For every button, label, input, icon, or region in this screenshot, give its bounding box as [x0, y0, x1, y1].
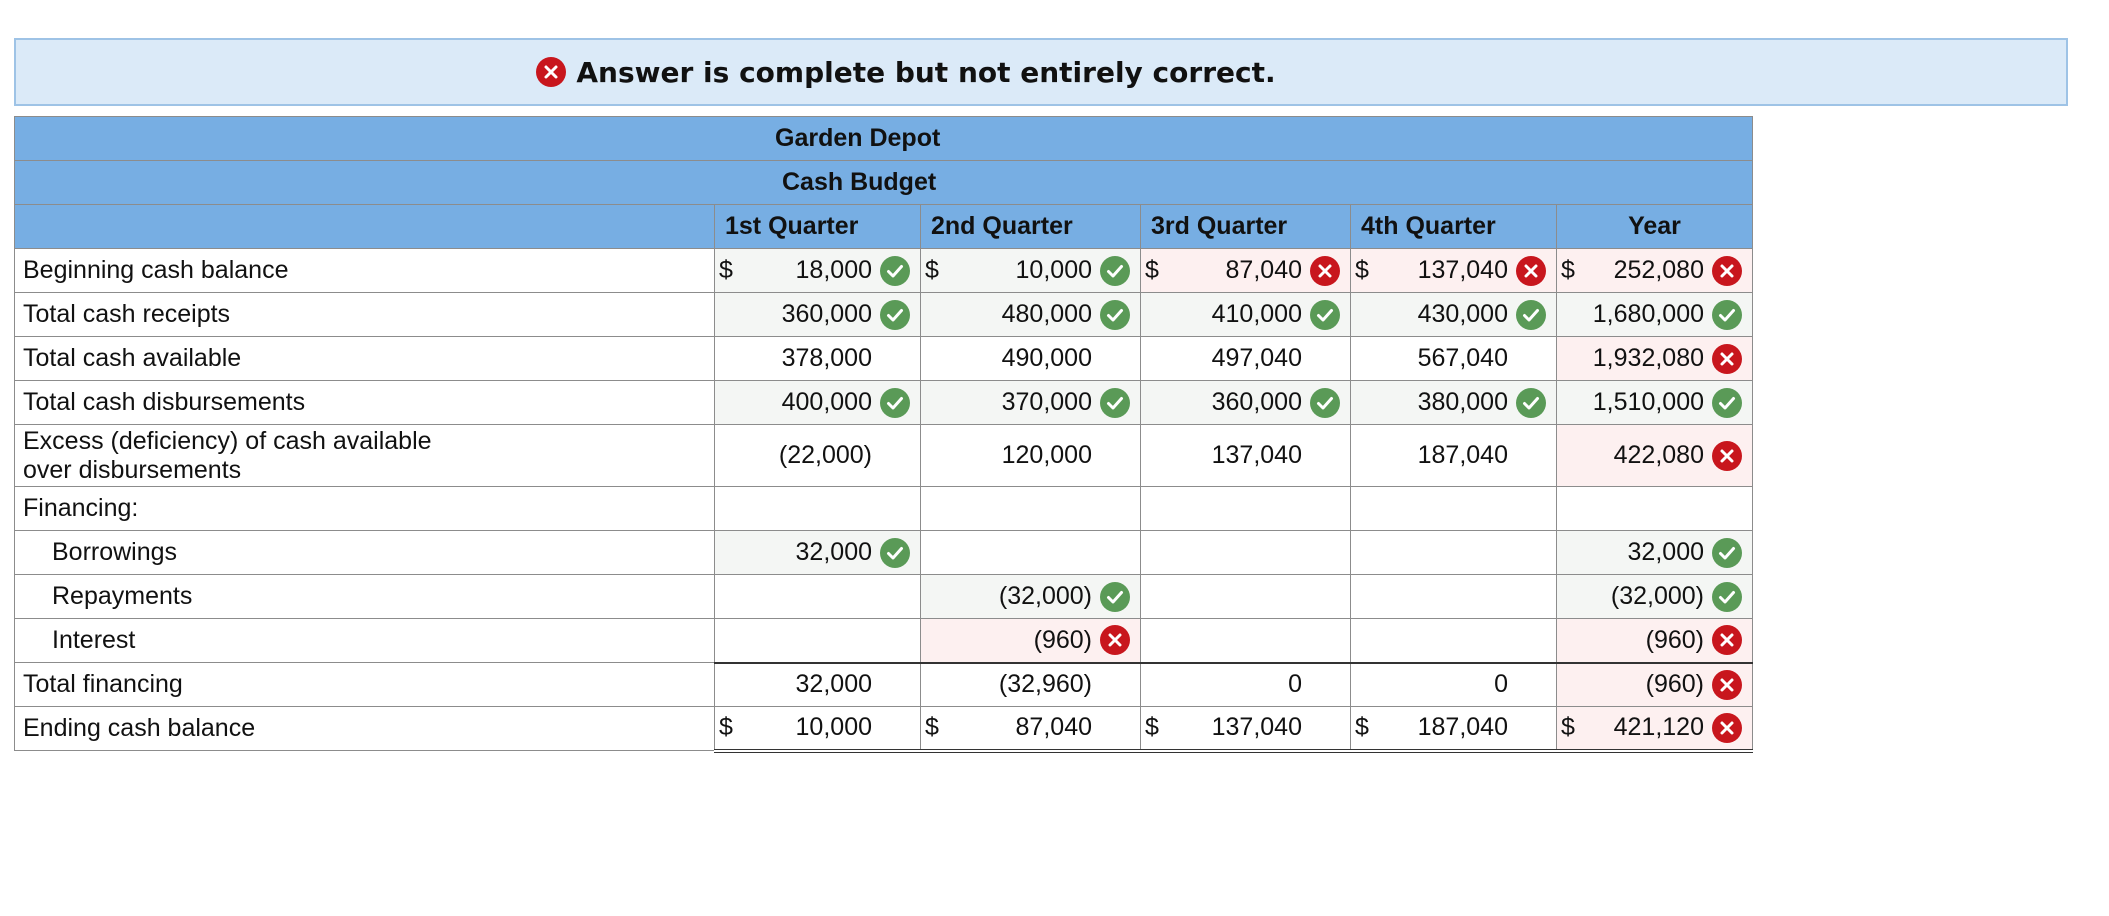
- cell-value: (32,000): [998, 582, 1092, 610]
- input-cell-q3[interactable]: [1141, 575, 1351, 619]
- correct-check-icon: [880, 538, 910, 568]
- dollar-sign: $: [1355, 256, 1369, 284]
- dollar-sign: $: [1355, 713, 1369, 742]
- correct-check-icon: [1712, 388, 1742, 418]
- input-cell-year[interactable]: [1557, 337, 1753, 381]
- cell-value: 187,040: [1417, 441, 1508, 469]
- mark-slot: [1100, 625, 1140, 655]
- dollar-sign: $: [719, 713, 733, 742]
- cell-value: 430,000: [1417, 300, 1508, 328]
- cell-value: 10,000: [795, 713, 872, 742]
- input-cell-year[interactable]: [1557, 425, 1753, 487]
- mark-slot: [1516, 256, 1556, 286]
- cell-value: 567,040: [1417, 344, 1508, 372]
- input-cell-q1[interactable]: [715, 487, 921, 531]
- input-cell-q3[interactable]: [1141, 663, 1351, 707]
- input-cell-year[interactable]: [1557, 663, 1753, 707]
- input-cell-year[interactable]: [1557, 487, 1753, 531]
- input-cell-q4[interactable]: [1351, 487, 1557, 531]
- cash-budget-table: [14, 116, 1753, 753]
- table-row: [15, 707, 1753, 751]
- column-header-q1: 1st Quarter: [715, 205, 921, 249]
- input-cell-q1[interactable]: [715, 249, 921, 293]
- cell-value: (960): [1645, 625, 1704, 654]
- mark-slot: [1310, 256, 1350, 286]
- input-cell-q4[interactable]: [1351, 619, 1557, 663]
- cell-value: (32,000): [1610, 582, 1704, 610]
- cell-value: 360,000: [781, 300, 872, 328]
- column-header-q4: 4th Quarter: [1351, 205, 1557, 249]
- dollar-sign: $: [1145, 713, 1159, 742]
- input-cell-q1[interactable]: [715, 337, 921, 381]
- input-cell-q3[interactable]: [1141, 531, 1351, 575]
- cell-value: 120,000: [1001, 441, 1092, 469]
- input-cell-q3[interactable]: [1141, 487, 1351, 531]
- input-cell-q1[interactable]: [715, 293, 921, 337]
- correct-check-icon: [880, 388, 910, 418]
- row-label: Beginning cash balance: [15, 249, 715, 293]
- cell-value: 187,040: [1417, 713, 1508, 742]
- incorrect-x-icon: [1712, 625, 1742, 655]
- cell-value: 0: [1494, 670, 1508, 699]
- input-cell-q4[interactable]: [1351, 425, 1557, 487]
- correct-check-icon: [880, 300, 910, 330]
- input-cell-q3[interactable]: [1141, 707, 1351, 751]
- correct-check-icon: [1100, 300, 1130, 330]
- row-label: Total cash receipts: [15, 293, 715, 337]
- cell-value: 87,040: [1225, 256, 1302, 284]
- cell-value: 421,120: [1613, 713, 1704, 742]
- correct-check-icon: [1310, 300, 1340, 330]
- cell-value: 378,000: [781, 344, 872, 372]
- incorrect-x-icon: [1516, 256, 1546, 286]
- cell-value: 0: [1288, 670, 1302, 699]
- row-label: Total cash available: [15, 337, 715, 381]
- mark-slot: [880, 388, 920, 418]
- input-cell-q2[interactable]: [921, 619, 1141, 663]
- table-row: [15, 293, 1753, 337]
- cell-value: 410,000: [1211, 300, 1302, 328]
- cell-value: 137,040: [1211, 441, 1302, 469]
- mark-slot: [880, 538, 920, 568]
- correct-check-icon: [1712, 538, 1742, 568]
- row-label: Ending cash balance: [15, 707, 715, 751]
- cell-value: (960): [1645, 670, 1704, 699]
- cell-value: 1,680,000: [1592, 300, 1704, 328]
- incorrect-x-icon: [1712, 256, 1742, 286]
- input-cell-q4[interactable]: [1351, 381, 1557, 425]
- column-header-q3: 3rd Quarter: [1141, 205, 1351, 249]
- header-row-title: [15, 161, 1753, 205]
- table-row: [15, 425, 1753, 487]
- cell-value: 1,932,080: [1592, 344, 1704, 372]
- incorrect-x-icon: [1712, 713, 1742, 743]
- incorrect-x-icon: [1712, 344, 1742, 374]
- input-cell-q1[interactable]: [715, 425, 921, 487]
- mark-slot: [1712, 670, 1752, 700]
- incorrect-x-icon: [1712, 670, 1742, 700]
- mark-slot: [1100, 256, 1140, 286]
- row-label: Financing:: [15, 487, 715, 531]
- table-row: [15, 249, 1753, 293]
- dollar-sign: $: [1561, 256, 1575, 284]
- correct-check-icon: [1712, 300, 1742, 330]
- header-row-company: [15, 117, 1753, 161]
- correct-check-icon: [880, 256, 910, 286]
- row-label: Excess (deficiency) of cash available over disbursements: [15, 425, 715, 487]
- input-cell-q3[interactable]: [1141, 425, 1351, 487]
- mark-slot: [1100, 300, 1140, 330]
- input-cell-q3[interactable]: [1141, 249, 1351, 293]
- input-cell-q1[interactable]: [715, 531, 921, 575]
- header-blank: [15, 205, 715, 249]
- row-label: Interest: [15, 619, 715, 663]
- table-row: [15, 487, 1753, 531]
- input-cell-q4[interactable]: [1351, 249, 1557, 293]
- input-cell-q4[interactable]: [1351, 663, 1557, 707]
- cell-value: 32,000: [795, 538, 872, 566]
- correct-check-icon: [1100, 582, 1130, 612]
- input-cell-q2[interactable]: [921, 531, 1141, 575]
- cell-value: 370,000: [1001, 388, 1092, 416]
- result-banner: [14, 38, 2068, 106]
- incorrect-x-icon: [1100, 625, 1130, 655]
- cell-value: (22,000): [778, 441, 872, 469]
- input-cell-year[interactable]: [1557, 381, 1753, 425]
- correct-check-icon: [1516, 388, 1546, 418]
- correct-check-icon: [1310, 388, 1340, 418]
- cell-value: 10,000: [1015, 256, 1092, 284]
- input-cell-q1[interactable]: [715, 575, 921, 619]
- table-row: [15, 575, 1753, 619]
- mark-slot: [1712, 256, 1752, 286]
- correct-check-icon: [1100, 388, 1130, 418]
- row-label: Repayments: [15, 575, 715, 619]
- cell-value: 497,040: [1211, 344, 1302, 372]
- correct-check-icon: [1516, 300, 1546, 330]
- mark-slot: [1310, 300, 1350, 330]
- row-label: Borrowings: [15, 531, 715, 575]
- cell-value: 490,000: [1001, 344, 1092, 372]
- cell-value: 18,000: [795, 256, 872, 284]
- mark-slot: [1712, 582, 1752, 612]
- correct-check-icon: [1100, 256, 1130, 286]
- input-cell-q2[interactable]: [921, 381, 1141, 425]
- input-cell-q2[interactable]: [921, 575, 1141, 619]
- row-label: Total financing: [15, 663, 715, 707]
- result-message: Answer is complete but not entirely correct.: [576, 55, 1276, 89]
- input-cell-q4[interactable]: [1351, 293, 1557, 337]
- input-cell-year[interactable]: [1557, 619, 1753, 663]
- row-label: Total cash disbursements: [15, 381, 715, 425]
- input-cell-q1[interactable]: [715, 381, 921, 425]
- cell-value: (32,960): [998, 670, 1092, 699]
- input-cell-q4[interactable]: [1351, 707, 1557, 751]
- input-cell-q2[interactable]: [921, 337, 1141, 381]
- cell-value: 32,000: [795, 670, 872, 699]
- cell-value: (960): [1033, 625, 1092, 654]
- column-header-year: Year: [1557, 205, 1753, 249]
- mark-slot: [1516, 388, 1556, 418]
- company-name: Garden Depot: [15, 117, 1753, 161]
- mark-slot: [1310, 388, 1350, 418]
- input-cell-q4[interactable]: [1351, 337, 1557, 381]
- cell-value: 1,510,000: [1592, 388, 1704, 416]
- input-cell-year[interactable]: [1557, 575, 1753, 619]
- dollar-sign: $: [1561, 713, 1575, 742]
- input-cell-q3[interactable]: [1141, 293, 1351, 337]
- input-cell-q3[interactable]: [1141, 337, 1351, 381]
- correct-check-icon: [1712, 582, 1742, 612]
- mark-slot: [880, 300, 920, 330]
- budget-title: Cash Budget: [15, 161, 1753, 205]
- incorrect-x-icon: [1712, 441, 1742, 471]
- incorrect-x-icon: [536, 57, 566, 87]
- mark-slot: [1712, 300, 1752, 330]
- input-cell-q1[interactable]: [715, 663, 921, 707]
- input-cell-year[interactable]: [1557, 707, 1753, 751]
- table-row: [15, 663, 1753, 707]
- mark-slot: [1712, 538, 1752, 568]
- dollar-sign: $: [925, 713, 939, 742]
- table-row: [15, 531, 1753, 575]
- input-cell-q1[interactable]: [715, 707, 921, 751]
- mark-slot: [1712, 713, 1752, 743]
- input-cell-year[interactable]: [1557, 249, 1753, 293]
- input-cell-q2[interactable]: [921, 425, 1141, 487]
- cell-value: 32,000: [1627, 538, 1704, 566]
- input-cell-q2[interactable]: [921, 487, 1141, 531]
- input-cell-year[interactable]: [1557, 293, 1753, 337]
- cell-value: 480,000: [1001, 300, 1092, 328]
- input-cell-q1[interactable]: [715, 619, 921, 663]
- cell-value: 137,040: [1211, 713, 1302, 742]
- dollar-sign: $: [1145, 256, 1159, 284]
- mark-slot: [1712, 441, 1752, 471]
- table-row: [15, 381, 1753, 425]
- column-header-q2: 2nd Quarter: [921, 205, 1141, 249]
- cell-value: 400,000: [781, 388, 872, 416]
- mark-slot: [1712, 625, 1752, 655]
- input-cell-q2[interactable]: [921, 249, 1141, 293]
- result-banner-content: [536, 56, 1275, 89]
- dollar-sign: $: [719, 256, 733, 284]
- mark-slot: [1712, 344, 1752, 374]
- mark-slot: [880, 256, 920, 286]
- input-cell-q2[interactable]: [921, 293, 1141, 337]
- cell-value: 87,040: [1015, 713, 1092, 742]
- cell-value: 360,000: [1211, 388, 1302, 416]
- input-cell-year[interactable]: [1557, 531, 1753, 575]
- input-cell-q4[interactable]: [1351, 575, 1557, 619]
- cell-value: 380,000: [1417, 388, 1508, 416]
- mark-slot: [1516, 300, 1556, 330]
- mark-slot: [1100, 388, 1140, 418]
- input-cell-q2[interactable]: [921, 707, 1141, 751]
- input-cell-q3[interactable]: [1141, 619, 1351, 663]
- table-row: [15, 619, 1753, 663]
- header-row-columns: [15, 205, 1753, 249]
- cell-value: 252,080: [1613, 256, 1704, 284]
- input-cell-q3[interactable]: [1141, 381, 1351, 425]
- input-cell-q2[interactable]: [921, 663, 1141, 707]
- mark-slot: [1712, 388, 1752, 418]
- incorrect-x-icon: [1310, 256, 1340, 286]
- cell-value: 422,080: [1613, 441, 1704, 469]
- cell-value: 137,040: [1417, 256, 1508, 284]
- table-row: [15, 337, 1753, 381]
- mark-slot: [1100, 582, 1140, 612]
- dollar-sign: $: [925, 256, 939, 284]
- input-cell-q4[interactable]: [1351, 531, 1557, 575]
